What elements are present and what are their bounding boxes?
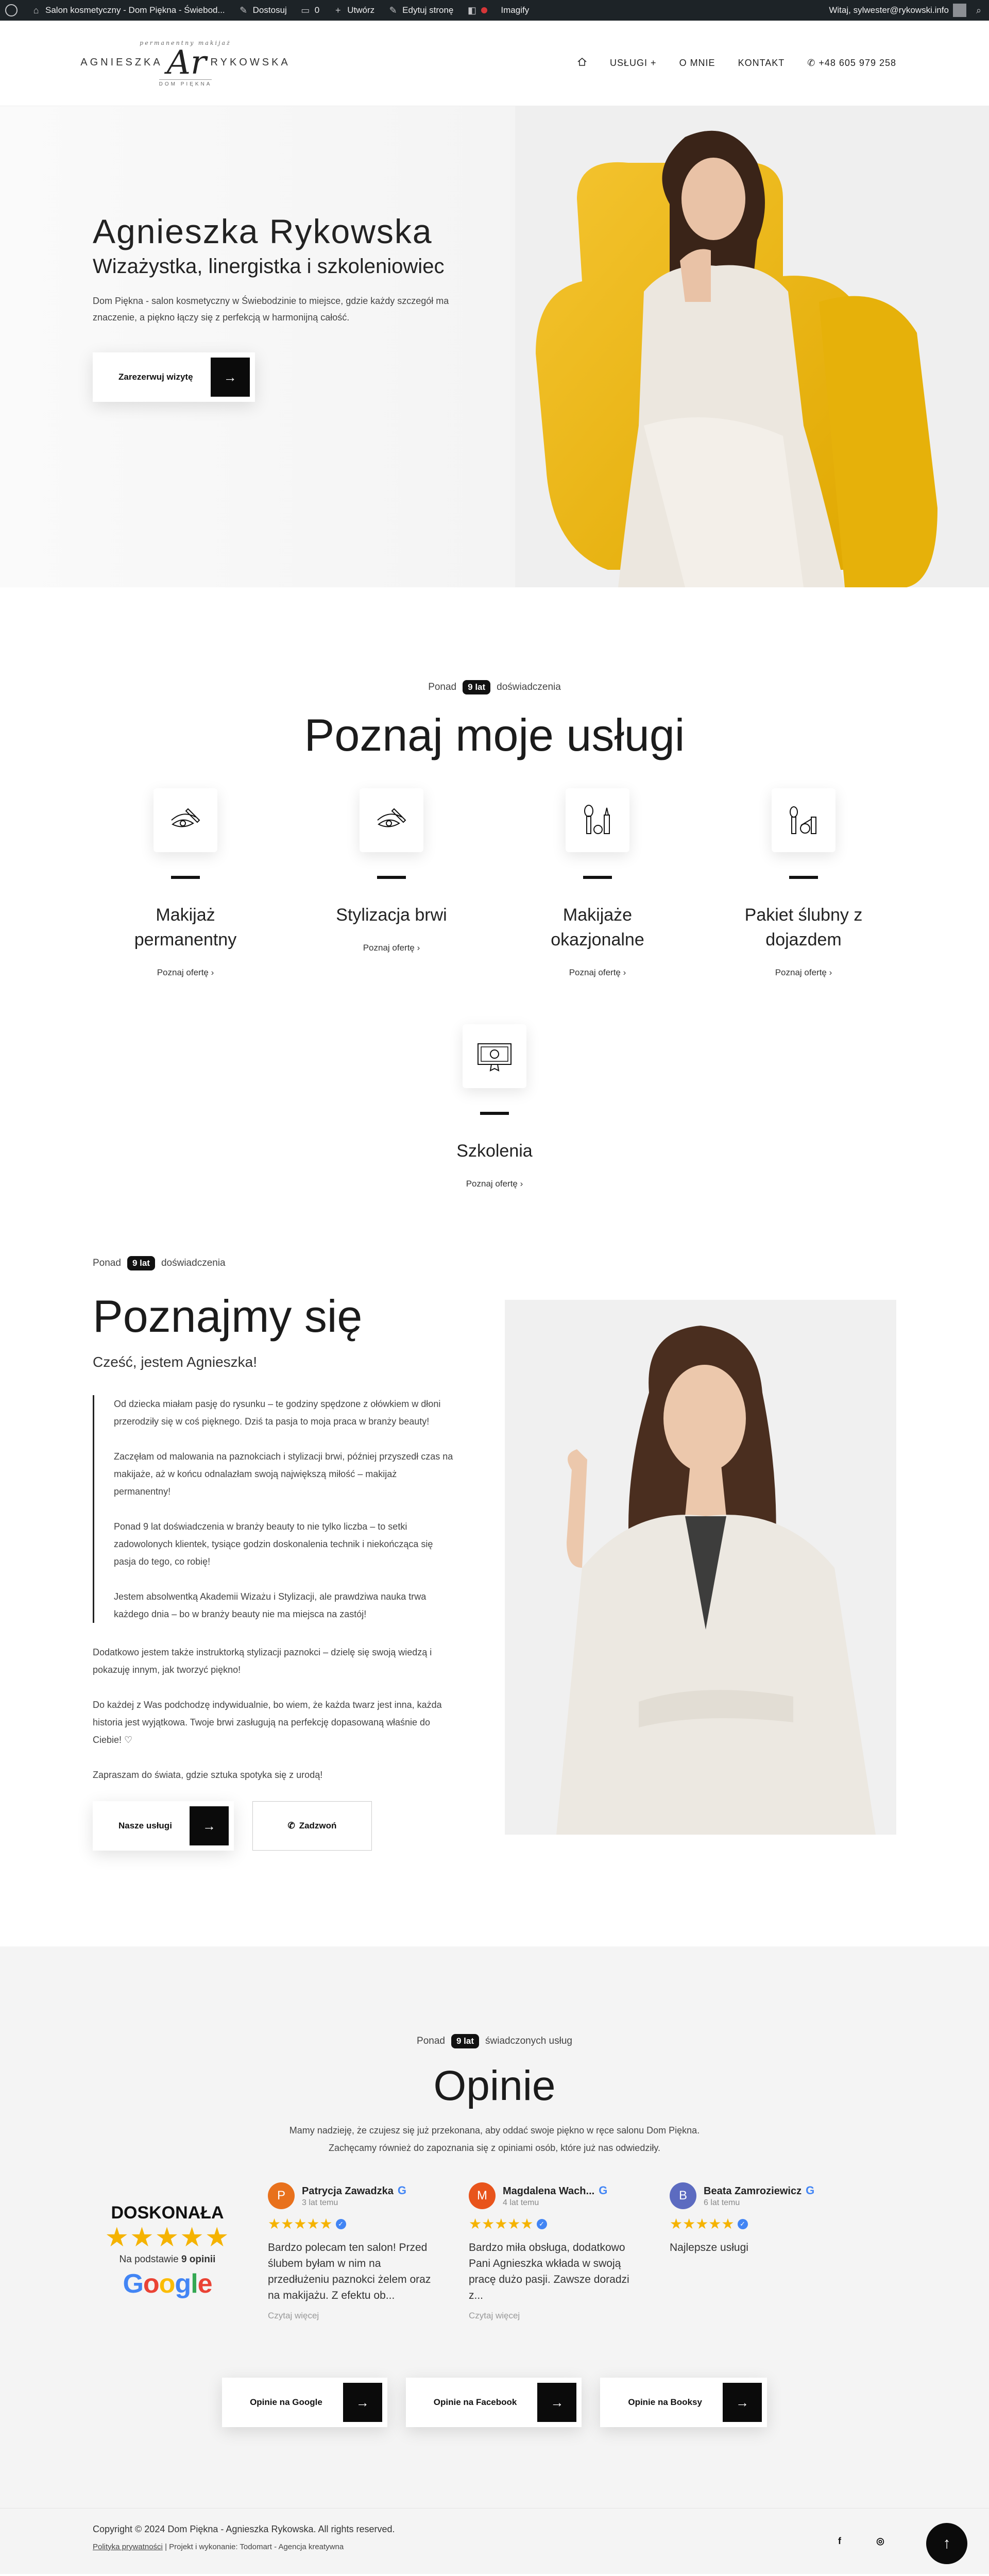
about-quote [93, 1395, 453, 1623]
brush-icon: ✎ [240, 5, 248, 15]
service-offer-link[interactable]: Poznaj ofertę › [466, 1179, 523, 1189]
about-paragraph: Do każdej z Was podchodzę indywidualnie, bo wiem, że każda twarz jest inna, każda historia jest wyjątkowa. Twoje brwi zasługują na perfekcję dopasowaną właśnie do Ciebie! ♡ [93, 1700, 442, 1745]
nav-phone[interactable] [807, 58, 896, 69]
logo-monogram: Ar [166, 43, 207, 82]
hero-section [0, 106, 989, 587]
imagify-menu[interactable]: Imagify [501, 5, 530, 15]
quote-paragraph: Ponad 9 lat doświadczenia w branży beauty to nie tylko liczba – to setki zadowolonych klientek, tysiące godzin doskonalenia technik i niekończąca się pasja do tego, co robię! [114, 1521, 433, 1567]
review-stars: ★★★★★ ✓ [469, 2215, 644, 2232]
chevron-right-icon: › [623, 968, 626, 977]
book-visit-label: Zarezerwuj wizytę [118, 372, 193, 382]
arrow-right-icon: → [537, 2383, 576, 2422]
service-title: Szkolenia [456, 1141, 533, 1161]
customize-link[interactable]: ✎ Dostosuj [238, 5, 287, 15]
about-text [93, 1256, 453, 1851]
google-logo: Google [123, 2269, 212, 2299]
footer-links: Polityka prywatności | Projekt i wykonanie: Todomart - Agencja kreatywna [93, 2543, 344, 2551]
new-content-menu[interactable]: + Utwórz [333, 5, 374, 15]
eye-brow-icon [373, 805, 410, 836]
home-icon: ⌂ [33, 5, 39, 15]
experience-badge: 9 lat [451, 2034, 479, 2048]
about-portrait-image [505, 1300, 896, 1835]
services-grid [82, 788, 907, 978]
phone-number: +48 605 979 258 [819, 58, 896, 68]
reviewer-avatar: B [670, 2182, 696, 2209]
service-offer-link[interactable]: Poznaj ofertę › [775, 968, 832, 977]
reviews-title: Opinie [433, 2062, 556, 2109]
comment-icon: ▭ [301, 5, 310, 15]
service-offer-link[interactable]: Poznaj ofertę › [157, 968, 214, 977]
logo-subtitle: DOM PIĘKNA [159, 79, 212, 87]
review-text: Bardzo miła obsługa, dodatkowo Pani Agnieszka wkłada w swoją pracę dużo pasji. Zawsze doradzi z... [469, 2242, 629, 2301]
verified-icon: ✓ [336, 2219, 346, 2229]
reviewer-avatar: P [268, 2182, 295, 2209]
reviews-widget [82, 2182, 907, 2321]
hero-description: Dom Piękna - salon kosmetyczny w Świebodzinie to miejsce, gdzie każdy szczegół ma znaczenie, a piękno łączy się z perfekcją w harmonijną całość. [93, 296, 449, 323]
external-review-buttons [0, 2378, 989, 2427]
about-buttons [93, 1801, 453, 1851]
booksy-reviews-button[interactable]: Opinie na Booksy → [600, 2378, 767, 2427]
facebook-icon[interactable]: f [838, 2535, 841, 2546]
service-card-occasional-makeup [494, 788, 701, 978]
arrow-right-icon: → [211, 358, 250, 397]
review-date: 4 lat temu [503, 2198, 539, 2207]
review-text: Najlepsze usługi [670, 2242, 748, 2253]
review-date: 6 lat temu [704, 2198, 740, 2207]
logo-last-name: RYKOWSKA [210, 57, 291, 68]
experience-badge: 9 lat [463, 680, 490, 694]
experience-badge: 9 lat [127, 1256, 155, 1270]
service-title: Makijaż permanentny [134, 905, 237, 950]
experience-badge-line: Ponad 9 lat doświadczenia [0, 680, 989, 694]
arrow-right-icon: → [190, 1806, 229, 1845]
rating-basis: Na podstawie 9 opinii [119, 2254, 216, 2265]
site-logo[interactable] [80, 39, 291, 87]
review-stars: ★★★★★ ✓ [670, 2215, 845, 2232]
plus-icon: + [335, 5, 341, 15]
verified-icon: ✓ [738, 2219, 748, 2229]
facebook-reviews-button[interactable]: Opinie na Facebook → [406, 2378, 582, 2427]
hero-subtitle: Wizażystka, linergistka i szkoleniowiec [93, 255, 445, 278]
service-divider [171, 876, 200, 879]
service-offer-link[interactable]: Poznaj ofertę › [569, 968, 626, 977]
reviewer-name: Magdalena Wach... G [503, 2184, 608, 2197]
our-services-button[interactable]: Nasze usługi → [93, 1801, 234, 1851]
review-card [268, 2182, 453, 2321]
phone-icon: ✆ [807, 58, 816, 68]
instagram-icon[interactable]: ◎ [876, 2535, 884, 2546]
nav-home[interactable] [577, 57, 587, 70]
phone-icon: ✆ [287, 1821, 295, 1831]
credit-link[interactable]: Projekt i wykonanie: Todomart - Agencja kreatywna [169, 2543, 344, 2551]
rating-stars: ★★★★★ [105, 2223, 230, 2252]
main-nav [577, 57, 896, 70]
reviews-subtitle: Mamy nadzieję, że czujesz się już przekonana, aby oddać swoje piękno w ręce salonu Dom Piękna. Zachęcamy również do zapoznania się z opiniami osób, które już nas odwiedziły. [289, 2125, 700, 2153]
review-card [670, 2182, 855, 2256]
reviewer-avatar: M [469, 2182, 496, 2209]
chevron-right-icon: › [829, 968, 832, 977]
verified-icon: ✓ [537, 2219, 547, 2229]
google-icon: G [397, 2184, 406, 2197]
makeup-brush-icon [579, 804, 616, 837]
eye-brow-icon [167, 805, 203, 836]
service-card-permanent-makeup [82, 788, 288, 978]
hero-title: Agnieszka Rykowska [93, 212, 433, 250]
about-subtitle: Cześć, jestem Agnieszka! [93, 1354, 258, 1370]
certificate-icon [475, 1040, 514, 1073]
hero-text [93, 212, 484, 402]
review-text: Bardzo polecam ten salon! Przed ślubem byłam w nim na przedłużeniu paznokci żelem oraz na makijażu. Z efektu ob... [268, 2242, 431, 2301]
call-button[interactable]: ✆ Zadzwoń [252, 1801, 372, 1851]
site-header [0, 21, 989, 106]
arrow-right-icon: → [343, 2383, 382, 2422]
wp-admin-bar [0, 0, 989, 21]
about-section [0, 1241, 989, 1946]
about-paragraph: Dodatkowo jestem także instruktorką stylizacji paznokci – dzielę się swoją wiedzą i pokazuję innym, jak tworzyć piękno! [93, 1647, 432, 1675]
edit-page-link[interactable]: ✎ Edytuj stronę [388, 5, 453, 15]
hero-portrait-image [515, 106, 989, 587]
chevron-right-icon: › [417, 943, 420, 953]
services-section [0, 587, 989, 1241]
privacy-link[interactable]: Polityka prywatności [93, 2543, 163, 2551]
review-date: 3 lat temu [302, 2198, 338, 2207]
plugin-status[interactable] [467, 5, 487, 15]
site-footer [0, 2508, 989, 2574]
comments-link[interactable]: ▭ 0 [301, 5, 320, 15]
about-title: Poznajmy się [93, 1291, 363, 1342]
nav-about[interactable]: O MNIE [679, 58, 715, 68]
reviewer-name: Patrycja Zawadzka G [302, 2184, 406, 2197]
google-reviews-button[interactable]: Opinie na Google → [222, 2378, 387, 2427]
account-menu[interactable]: Witaj, sylwester@rykowski.info [829, 4, 966, 17]
plugin-icon: ◧ [467, 5, 476, 15]
service-title: Stylizacja brwi [336, 905, 447, 925]
quote-paragraph: Zaczęłam od malowania na paznokciach i stylizacji brwi, później przyszedł czas na makijaże, aż w końcu odnalazłam swoją największą miłość – makijaż permanentny! [114, 1451, 453, 1497]
search-icon[interactable]: ⌕ [976, 5, 982, 15]
quote-paragraph: Jestem absolwentką Akademii Wizażu i Stylizacji, ale prawdziwa nauka trwa każdego dnia – bo w branży beauty nie ma miejsca na zastój! [114, 1591, 427, 1619]
google-icon: G [599, 2184, 608, 2197]
experience-badge-line: Ponad 9 lat świadczonych usług [0, 2034, 989, 2048]
about-paragraph: Zapraszam do świata, gdzie sztuka spotyka się z urodą! [93, 1770, 323, 1780]
review-stars: ★★★★★ ✓ [268, 2215, 443, 2232]
read-more-link[interactable]: Czytaj więcej [469, 2311, 520, 2320]
services-title: Poznaj moje usługi [304, 709, 685, 760]
quote-paragraph: Od dziecka miałam pasję do rysunku – te godziny spędzone z ołówkiem w dłoni przerodziły się w coś pięknego. Dziś ta pasja to moja praca w branży beauty! [114, 1399, 441, 1427]
rating-summary [82, 2182, 252, 2299]
service-title: Makijaże okazjonalne [551, 905, 644, 950]
book-visit-button[interactable] [93, 352, 255, 402]
logo-first-name: AGNIESZKA [80, 57, 163, 68]
logo-tagline: permanentny makijaż [140, 39, 231, 46]
copyright: Copyright © 2024 Dom Piękna - Agnieszka Rykowska. All rights reserved. [93, 2524, 395, 2534]
rating-label: DOSKONAŁA [111, 2203, 224, 2223]
nav-services[interactable]: USŁUGI + [610, 58, 657, 68]
scroll-to-top-button[interactable] [926, 2523, 967, 2564]
experience-badge-line: Ponad 9 lat doświadczenia [93, 1256, 453, 1270]
avatar [953, 4, 966, 17]
pencil-icon: ✎ [389, 5, 397, 15]
read-more-link[interactable]: Czytaj więcej [268, 2311, 319, 2320]
review-card [469, 2182, 654, 2321]
status-dot-icon [481, 7, 487, 13]
arrow-right-icon: → [723, 2383, 762, 2422]
chevron-right-icon: › [211, 968, 214, 977]
service-card-wedding-package [701, 788, 907, 978]
reviewer-name: Beata Zamroziewicz G [704, 2184, 815, 2197]
service-divider [789, 876, 818, 879]
service-card-brow-styling [288, 788, 494, 978]
arrow-up-icon: ↑ [943, 2535, 951, 2552]
makeup-kit-icon [786, 804, 822, 837]
site-name-menu[interactable]: ⌂ Salon kosmetyczny - Dom Piękna - Świebod... [31, 5, 225, 15]
service-offer-link[interactable]: Poznaj ofertę › [363, 943, 420, 953]
google-icon: G [806, 2184, 815, 2197]
reviews-section [0, 1946, 989, 2508]
service-divider [377, 876, 406, 879]
home-icon [577, 57, 587, 67]
nav-contact[interactable]: KONTAKT [738, 58, 785, 68]
wp-logo-menu[interactable] [5, 4, 18, 16]
service-divider [583, 876, 612, 879]
chevron-right-icon: › [520, 1179, 523, 1189]
logo-row [80, 43, 291, 82]
service-divider [480, 1112, 509, 1115]
service-title: Pakiet ślubny z dojazdem [744, 905, 863, 950]
wordpress-icon [5, 4, 18, 16]
service-card-training [0, 1024, 989, 1189]
